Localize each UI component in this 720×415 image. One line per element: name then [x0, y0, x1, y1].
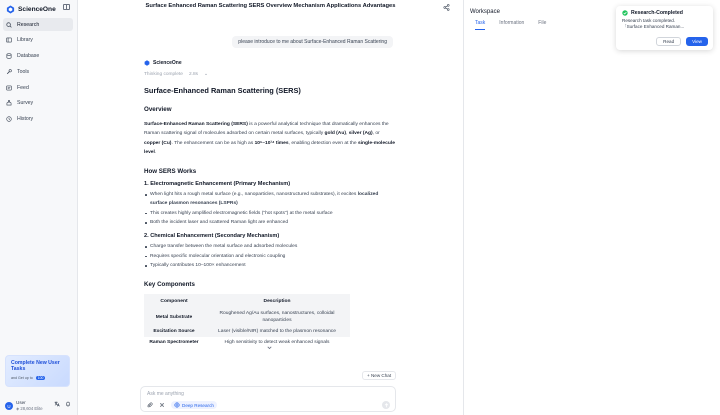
sidebar-item-label: Feed [17, 84, 29, 91]
overview-paragraph [144, 120, 396, 157]
list-item: Both the incident laser and scattered Raman light are enhanced [144, 218, 396, 227]
table-header-row [144, 294, 350, 308]
translate-icon[interactable] [54, 401, 60, 407]
answer-title: Surface-Enhanced Raman Scattering (SERS) [144, 86, 301, 95]
search-icon [6, 22, 12, 28]
thinking-label: Thinking complete [144, 72, 183, 77]
promo-subtitle [11, 376, 64, 380]
toast-title-text: Research-Completed [631, 10, 683, 16]
list-item: Typically contributes 10–100× enhancement [144, 261, 396, 270]
workspace-tabs [475, 20, 546, 30]
tab-task[interactable]: Task [475, 20, 485, 30]
key-components-heading: Key Components [144, 281, 195, 289]
sidebar-item-label: Research [17, 21, 40, 28]
overview-text: . [154, 149, 157, 155]
promo-title: Complete New User Tasks [11, 360, 60, 373]
tab-information[interactable]: Information [499, 20, 525, 26]
user-credits [16, 406, 43, 412]
globe-icon [174, 402, 180, 408]
sidebar-item-tools[interactable] [3, 65, 73, 78]
list-item: Charge transfer between the metal surface and adsorbed molecules [144, 242, 396, 251]
database-icon [6, 53, 12, 59]
toast-actions [656, 37, 708, 46]
table-cell: Laser (visible/NIR) matched to the plasmon resonance [204, 326, 350, 337]
overview-bold-silver: silver (Ag) [348, 131, 373, 137]
sidebar-collapse-icon[interactable] [63, 4, 70, 10]
user-name: User [16, 400, 26, 406]
sidebar-item-survey[interactable] [3, 97, 73, 110]
toast-title [622, 10, 707, 16]
list-item: This creates highly amplified electromagnetic fields ("hot spots") at the metal surface [144, 209, 396, 218]
overview-text: . The enhancement can be as high as [171, 140, 255, 146]
new-chat-button[interactable]: + New Chat [362, 371, 396, 380]
check-circle-icon [622, 10, 628, 16]
mechanism-1-list [144, 190, 396, 227]
credits-value: 28,604 [20, 406, 34, 411]
plan-badge: Elite [34, 406, 43, 411]
feed-icon [6, 85, 12, 91]
chat-title: Surface Enhanced Raman Scattering SERS Overview Mechanism Applications Advantages [145, 3, 396, 9]
thinking-time: 2.8s [188, 72, 199, 77]
table-header: Description [204, 294, 350, 308]
brand[interactable] [6, 3, 56, 15]
brand-name: ScienceOne [18, 5, 56, 13]
table-cell: Excitation Source [144, 326, 204, 337]
library-icon [6, 37, 12, 43]
assistant-logo-icon [144, 60, 150, 66]
table-row [144, 308, 350, 326]
sidebar-item-label: History [17, 116, 34, 123]
scroll-down-icon[interactable] [266, 344, 273, 351]
workspace-panel [463, 0, 720, 415]
composer-tools [147, 401, 217, 409]
table-header: Component [144, 294, 204, 308]
notification-bell-icon[interactable] [65, 401, 71, 407]
sidebar-item-history[interactable] [3, 113, 73, 126]
toast-message: Research task completed. [622, 18, 676, 23]
settings-tool-icon[interactable] [159, 402, 165, 408]
overview-text: is a powerful analytical technique that dramatically enhances the Raman scattering signal of molecules adsorbed on certain metal surfaces, typically [144, 122, 389, 137]
thinking-status[interactable] [144, 72, 396, 77]
assistant-header [144, 60, 396, 66]
mechanism-2-heading: 2. Chemical Enhancement (Secondary Mechanism) [144, 233, 280, 240]
brand-logo-icon [6, 5, 15, 14]
user-panel[interactable] [5, 399, 75, 413]
assistant-name: ScienceOne [153, 60, 182, 66]
user-info [16, 400, 43, 411]
list-item [144, 190, 396, 209]
read-button[interactable]: Read [656, 37, 681, 46]
chat-panel [78, 0, 463, 415]
table-cell: Raman Spectrometer [149, 340, 199, 346]
overview-bold-factor: 10⁶–10¹⁴ times [254, 140, 289, 146]
tools-icon [6, 69, 12, 75]
promo-subtitle-text: and Get up to [11, 375, 33, 380]
survey-icon [6, 100, 12, 106]
send-button[interactable] [382, 401, 390, 409]
sidebar-item-library[interactable] [3, 34, 73, 47]
sidebar-item-label: Library [17, 37, 33, 44]
overview-heading: Overview [144, 106, 172, 113]
toast-task-name: 「Surface Enhanced Raman... [622, 23, 685, 29]
overview-text: , [345, 131, 349, 137]
user-tools [54, 401, 71, 407]
table-row [144, 326, 350, 337]
table-cell: Roughened Ag/Au surfaces, nanostructures, colloidal nanoparticles [204, 308, 350, 326]
mechanism-1-heading: 1. Electromagnetic Enhancement (Primary Mechanism) [144, 181, 291, 188]
history-icon [6, 116, 12, 122]
chat-input[interactable] [147, 391, 387, 397]
view-button[interactable]: View [686, 37, 708, 46]
overview-bold-single-molecule: single-molecule level [144, 140, 395, 155]
sidebar-item-feed[interactable] [3, 81, 73, 94]
user-message: please introduce to me about Surface-Enhanced Raman Scattering [232, 36, 393, 48]
send-arrow-icon [384, 403, 389, 408]
deep-research-button[interactable] [171, 401, 217, 409]
sidebar-item-label: Tools [17, 68, 30, 75]
chevron-down-icon: ⌄ [204, 72, 209, 77]
tab-file[interactable]: File [538, 20, 547, 26]
sidebar [0, 0, 78, 415]
mechanism-2-list [144, 242, 396, 270]
sidebar-nav [3, 18, 73, 129]
how-it-works-heading: How SERS Works [144, 168, 197, 176]
share-icon[interactable] [443, 4, 450, 11]
sidebar-item-label: Database [17, 53, 40, 60]
overview-bold-copper: copper (Cu) [144, 140, 172, 146]
assistant-answer [144, 60, 396, 348]
overview-bold-gold: gold (Au) [324, 131, 346, 137]
table-cell: High sensitivity to detect weak enhanced signals [224, 340, 330, 346]
overview-bold-term: Surface-Enhanced Raman Scattering (SERS) [144, 122, 248, 127]
list-item-text: When light hits a rough metal surface (e.g., nanoparticles, nanostructured substrates), it excites [150, 192, 358, 198]
sidebar-item-label: Survey [17, 100, 34, 107]
sidebar-item-database[interactable] [3, 50, 73, 63]
deep-research-label: Deep Research [182, 402, 214, 408]
sidebar-item-research[interactable] [3, 18, 73, 31]
avatar[interactable]: U [5, 402, 13, 410]
coin-icon: ◈ [16, 406, 20, 411]
promo-badge: 100 [37, 375, 44, 380]
overview-text: , enabling detection even at the [288, 140, 358, 146]
attachment-icon[interactable] [147, 402, 153, 408]
table-cell: Metal Substrate [144, 308, 204, 326]
table-row [144, 337, 350, 348]
chat-composer [140, 386, 396, 412]
components-table [144, 294, 350, 348]
list-item: Requires specific molecular orientation and electronic coupling [144, 252, 396, 261]
list-item-bold: localized surface plasmon resonances (LSPRs) [150, 192, 379, 207]
workspace-title: Workspace [470, 9, 500, 15]
new-user-tasks-promo[interactable] [5, 355, 70, 387]
research-completed-toast [616, 6, 713, 50]
overview-text: , or [372, 131, 380, 137]
